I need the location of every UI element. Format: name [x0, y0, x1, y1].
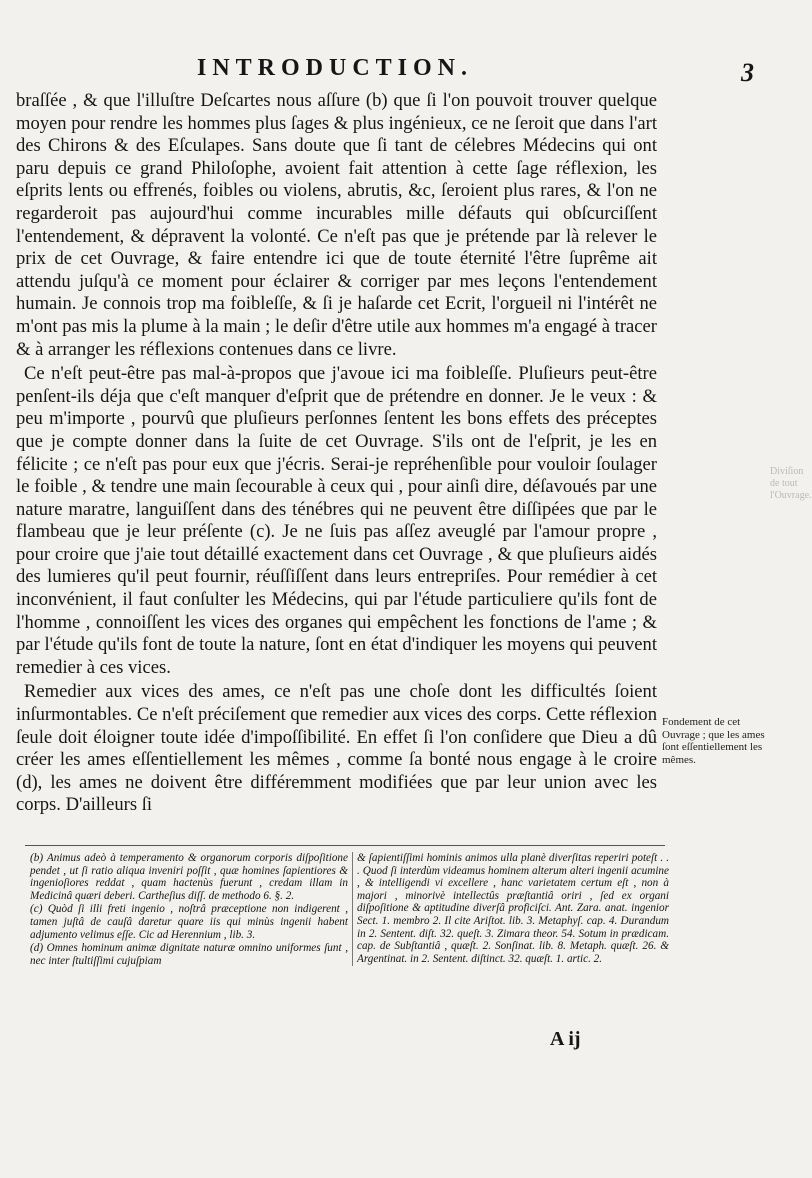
- footnotes-left-column: [30, 852, 348, 968]
- footnote: (b) Animus adeò à temperamento & organorum corporis diſpoſitione pendet , ut ſi ratio aliqua inveniri poſſit , quæ homines ſapientiores & ingenioſiores reddat , quam hactenùs fuerunt , credam illam in Medicinâ quæri deberi. Cartheſius diſſ. de methodo 6. §. 2.: [30, 852, 348, 902]
- footnote: & ſapientiſſimi hominis animos ulla planè diverſitas reperiri poteſt . . . Quod ſi interdùm videamus hominem alterum alteri ingenii acumine , & intelligendi vi excellere , hanc varietatem certum eſt , non à majori , minorivè intellectûs præſtantiâ oriri , ſed ex organi diſpoſitione & aptitudine diverſâ proficiſci. Ant. Zara. anat. ingenior Sect. 1. membro 2. Il cite Ariſtot. lib. 3. Metaphyſ. cap. 4. Durandum in 2. Sentent. diſt. 32. queſt. 3. Zimara theor. 54. Sotum in prædicam. cap. de Subſtantiâ , quæſt. 2. Sonſinat. lib. 8. Metaph. quæſt. 26. & Argentinat. in 2. Sentent. diſtinct. 32. quæſt. 1. artic. 2.: [357, 852, 669, 965]
- paragraph: braſſée , & que l'illuſtre Deſcartes nous aſſure (b) que ſi l'on pouvoit trouver quelque moyen pour rendre les hommes plus ſages & plus ingénieux, ce ne ſeroit que dans l'art des Chirons & des Eſculapes. Sans doute que ſi tant de célebres Médecins qui ont paru depuis ce grand Philoſophe, avoient fait attention à cette ſage réflexion, les eſprits lents ou effrenés, foibles ou violens, abrutis, &c, ſeroient plus rares, & l'on ne regarderoit pas aujourd'hui comme incurables mille défauts qui obſcurciſſent l'entendement, & dépravent la volonté. Ce n'eſt pas que je prétende par là relever le prix de cet Ouvrage, & faire entendre ici que de toute éternité l'être ſuprême ait attendu juſqu'à ce moment pour éclairer & corriger par mes leçons l'entendement humain. Je connois trop ma foibleſſe, & ſi je haſarde cet Ecrit, l'orgueil ni l'intérêt ne m'ont pas mis la plume à la main ; le deſir d'être utile aux hommes m'a engagé à tracer & à arranger les réflexions contenues dans ce livre.: [16, 90, 657, 360]
- footnote: (c) Quòd ſi illi freti ingenio , noſtrâ præceptione non indigerent , tamen juſtâ de cauſâ daretur quare iis qui minùs ingenii habent adjumento velimus eſſe. Cic ad Herennium , lib. 3.: [30, 903, 348, 941]
- paragraph: Ce n'eſt peut-être pas mal-à-propos que j'avoue ici ma foibleſſe. Pluſieurs peut-être penſent-ils déja que c'eſt manquer d'eſprit que de prétendre en donner. Je le veux : & peu m'importe , pourvû que pluſieurs perſonnes ſentent les bons effets des préceptes que je compte donner dans la ſuite de cet Ouvrage. S'ils ont de l'eſprit, je les en félicite ; ce n'eſt pas pour eux que j'écris. Serai-je repréhenſible pour vouloir ſoulager le foible , & tendre une main ſecourable à ceux qui , pour ainſi dire, déſavoués par une nature maratre, languiſſent dans des ténébres qui ne peuvent être diſſipées que par le flambeau que je leur préſente (c). Je ne ſuis pas aſſez aveuglé par l'amour propre , pour croire que j'aie tout détaillé exactement dans cet Ouvrage , & que pluſieurs aidés des lumieres qu'il peut fournir, réuſſiſſent dans leurs entrepriſes. Pour remédier à cet inconvénient, il faut conſulter les Médecins, qui par l'étude particuliere qu'ils font de l'homme , connoiſſent les vices des organes qui empêchent les fonctions de l'ame ; & par l'étude qu'ils font de toute la nature, ſont en état d'indiquer les moyens qui peuvent remedier à ces vices.: [16, 363, 657, 678]
- paragraph: Remedier aux vices des ames, ce n'eſt pas une choſe dont les difficultés ſoient inſurmontables. Ce n'eſt préciſement que remedier aux vices des corps. Cette réflexion ſeule doit éloigner toute idée d'impoſſibilité. En effet ſi l'on conſidere que Dieu a dû créer les ames eſſentiellement les mêmes , comme ſa bonté nous engage à le croire (d), les ames ne doivent être différemment modifiées que par leur union avec les corps. D'ailleurs ſi: [16, 681, 657, 816]
- margin-note-bleed: Diviſion de tout l'Ouvrage.: [770, 466, 812, 501]
- main-text: [16, 90, 657, 817]
- footnotes-right-column: [352, 852, 669, 966]
- signature-mark: A ij: [550, 1028, 581, 1050]
- page-number: 3: [741, 58, 754, 87]
- margin-note: Fondement de cet Ouvrage ; que les ames ſont eſſentiellement les mêmes.: [662, 716, 765, 766]
- footnote-divider: [25, 845, 665, 846]
- running-title: INTRODUCTION.: [196, 55, 474, 81]
- footnote: (d) Omnes hominum animæ dignitate naturæ omnino uniformes ſunt , nec inter ſtultiſſimi cujuſpiam: [30, 942, 348, 967]
